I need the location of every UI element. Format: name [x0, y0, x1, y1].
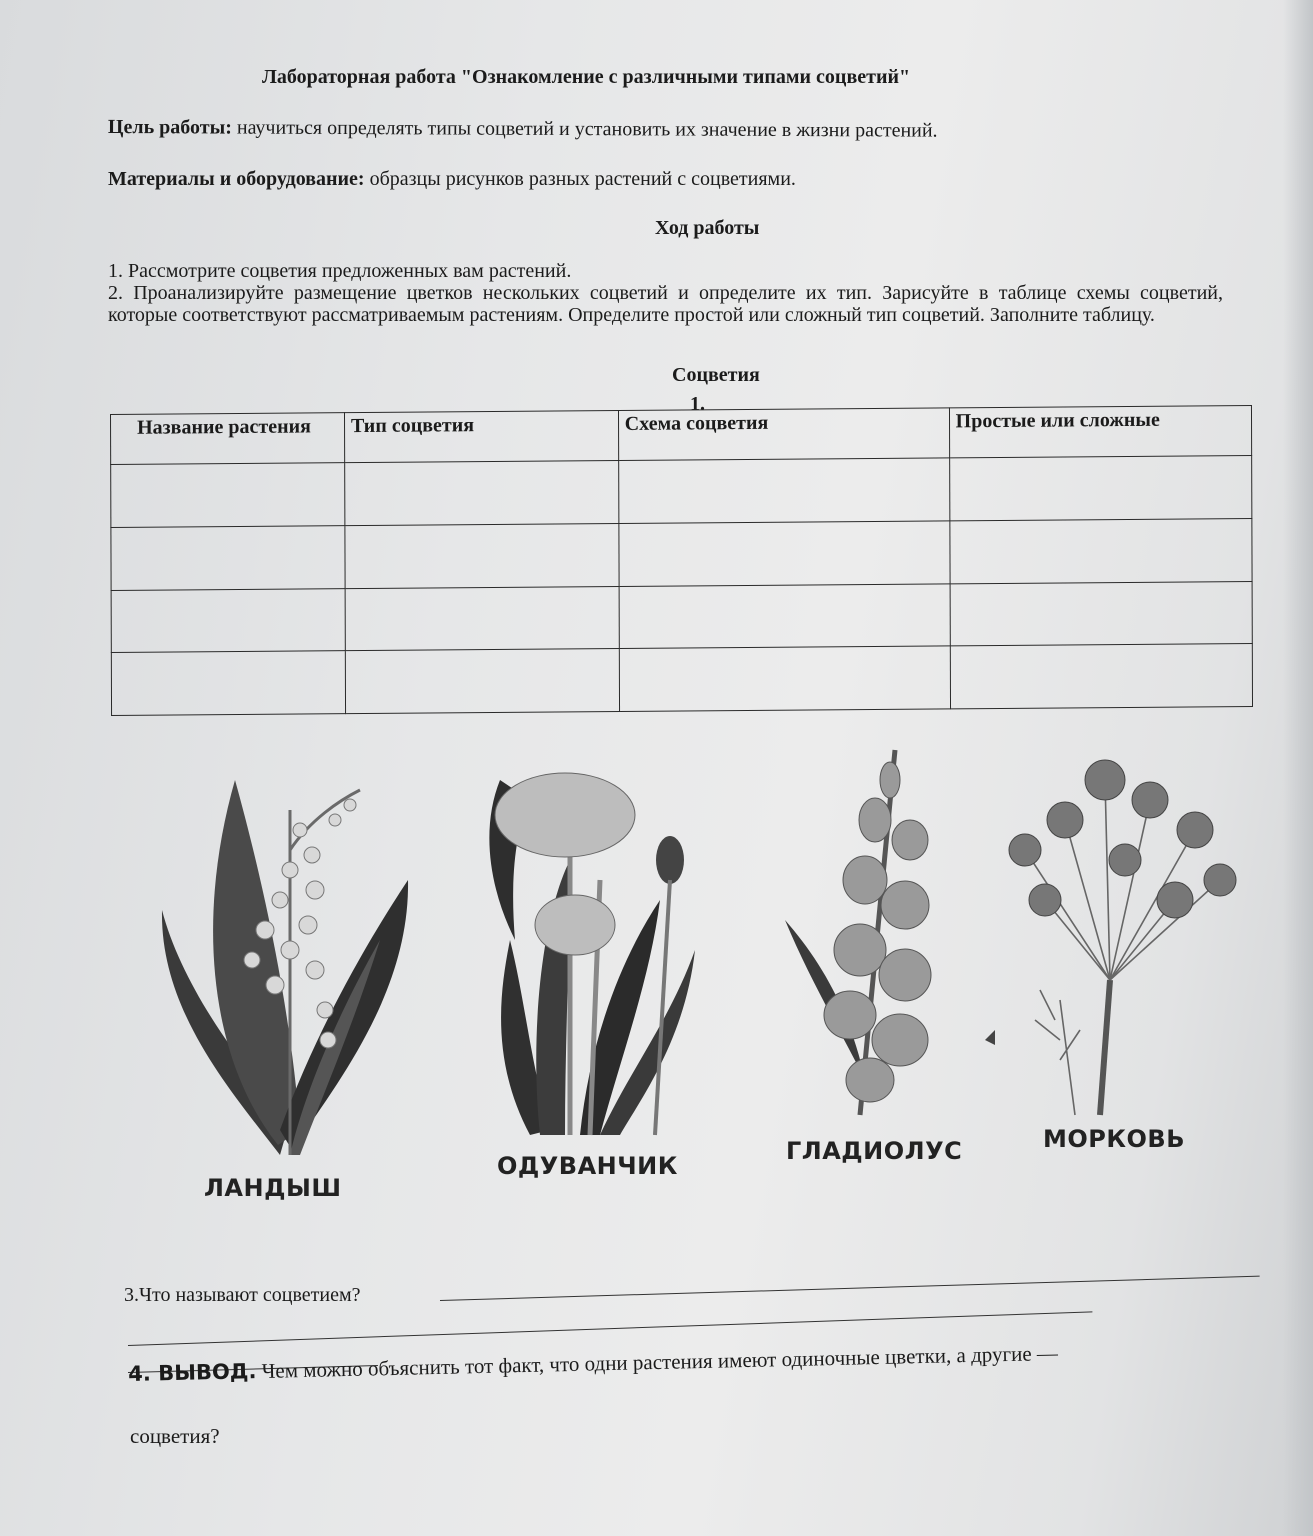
materials-label: Материалы и оборудование:	[108, 168, 365, 190]
step-1: 1. Рассмотрите соцветия предложенных вам растений.	[108, 260, 572, 282]
header-simple-or-complex: Простые или сложные	[949, 406, 1252, 458]
table-row	[111, 456, 1252, 528]
question-4-label: 4. ВЫВОД.	[128, 1359, 257, 1386]
goal-label: Цель работы:	[107, 116, 232, 139]
header-inflorescence-scheme: Схема соцветия	[618, 408, 949, 461]
table-cell[interactable]	[345, 649, 619, 714]
instructions	[108, 260, 1223, 326]
goal-text: научиться определять типы соцветий и установить их значение в жизни растений.	[231, 116, 938, 142]
table-cell[interactable]	[950, 581, 1253, 646]
table-row	[111, 644, 1252, 716]
question-4	[128, 1341, 1058, 1387]
page-shadow-edge	[1283, 0, 1313, 1536]
question-4-text: Чем можно объяснить тот факт, что одни растения имеют одиночные цветки, а другие —	[256, 1340, 1059, 1384]
carrot-illustration	[985, 740, 1245, 1120]
answer-line-1[interactable]	[440, 1276, 1260, 1302]
table-row	[111, 518, 1252, 590]
inflorescence-table	[110, 405, 1253, 716]
table-cell[interactable]	[111, 651, 345, 716]
table-header-row	[111, 406, 1252, 465]
goal-line	[108, 116, 938, 143]
plant-label-gladiolus: ГЛАДИОЛУС	[786, 1137, 963, 1165]
table-cell[interactable]	[619, 646, 950, 711]
table-cell[interactable]	[950, 644, 1253, 709]
table-cell[interactable]	[345, 523, 619, 588]
table-number: 1.	[690, 393, 705, 415]
page-title: Лабораторная работа "Ознакомление с различными типами соцветий"	[262, 66, 911, 88]
table-cell[interactable]	[111, 525, 345, 590]
gladiolus-illustration	[780, 740, 960, 1120]
table-cell[interactable]	[111, 588, 345, 653]
header-inflorescence-type: Тип соцветия	[344, 411, 618, 463]
table-cell[interactable]	[345, 461, 619, 526]
header-plant-name: Название растения	[111, 413, 345, 465]
plant-label-carrot: МОРКОВЬ	[1043, 1125, 1185, 1153]
table-cell[interactable]	[111, 463, 345, 528]
section-heading: Ход работы	[655, 217, 760, 239]
question-4-continuation: соцветия?	[130, 1424, 220, 1448]
table-cell[interactable]	[618, 458, 949, 523]
answer-line-2[interactable]	[128, 1311, 1092, 1346]
table-row	[111, 581, 1252, 653]
table-caption: Соцветия	[672, 364, 760, 386]
materials-line	[108, 168, 796, 191]
lily-of-the-valley-illustration	[140, 760, 440, 1160]
table-cell[interactable]	[949, 518, 1252, 583]
table-cell[interactable]	[619, 583, 950, 648]
question-3: 3.Что называют соцветием?	[124, 1284, 361, 1306]
table-cell[interactable]	[619, 521, 950, 586]
plant-label-dandelion: ОДУВАНЧИК	[497, 1152, 678, 1180]
table-cell[interactable]	[345, 586, 619, 651]
dandelion-illustration	[470, 740, 710, 1140]
materials-text: образцы рисунков разных растений с соцветиями.	[364, 168, 796, 190]
plant-label-lily: ЛАНДЫШ	[204, 1174, 342, 1202]
step-2: 2. Проанализируйте размещение цветков нескольких соцветий и определите их тип. Зарисуйте в таблице схемы соцветий, которые соответствуют рассматриваемым растениям. Определите простой или сложный тип соцветий. Заполните таблицу.	[108, 282, 1223, 326]
table-cell[interactable]	[949, 456, 1252, 521]
